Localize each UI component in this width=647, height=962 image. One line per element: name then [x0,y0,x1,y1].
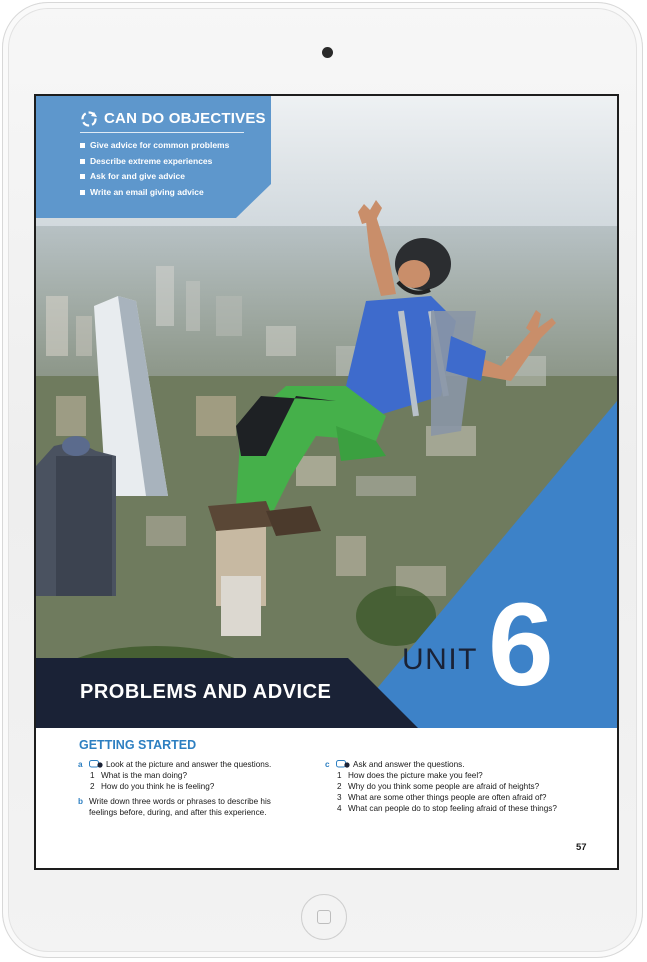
exercise-letter: b [78,797,84,806]
exercise-c [325,759,595,770]
page-number: 57 [576,842,587,853]
objective-item: Ask for and give advice [80,169,229,185]
getting-started-section [36,728,617,868]
question-item: 4 What can people do to stop feeling afraid of these things? [337,804,557,813]
objectives-cycle-icon [80,110,98,128]
exercise-letter: a [78,760,83,769]
speech-bubble-icon [336,760,350,769]
objective-item: Write an email giving advice [80,185,229,201]
exercise-instruction: Look at the picture and answer the questions. [106,760,272,769]
objectives-title: CAN DO OBJECTIVES [104,110,266,127]
question-item: 1 How does the picture make you feel? [337,771,483,780]
exercise-instruction: Ask and answer the questions. [353,760,465,769]
question-item: 3 What are some other things people are often afraid of? [337,793,547,802]
tablet-frame [2,2,643,958]
can-do-objectives [36,96,271,218]
exercise-column-left [78,759,338,818]
objectives-list [80,138,229,200]
exercise-b [78,796,338,807]
unit-label: UNIT [402,643,478,676]
speech-bubble-icon [89,760,103,769]
exercise-letter: c [325,760,330,769]
exercise-instruction-line: feelings before, during, and after this experience. [89,808,267,817]
unit-title: PROBLEMS AND ADVICE [80,681,332,703]
question-item: 1 What is the man doing? [90,771,188,780]
tablet-camera-icon [322,47,333,58]
section-heading: GETTING STARTED [79,738,197,752]
unit-number: 6 [488,579,552,711]
objective-item: Give advice for common problems [80,138,229,154]
exercise-instruction-line: Write down three words or phrases to describe his [89,797,271,806]
textbook-page [36,96,617,868]
exercise-column-right [325,759,595,814]
objectives-divider [80,132,244,133]
question-item: 2 How do you think he is feeling? [90,782,215,791]
question-item: 2 Why do you think some people are afraid of heights? [337,782,540,791]
objective-item: Describe extreme experiences [80,154,229,170]
home-button-icon[interactable] [301,894,347,940]
exercise-a [78,759,338,770]
cover-photo [36,96,617,728]
